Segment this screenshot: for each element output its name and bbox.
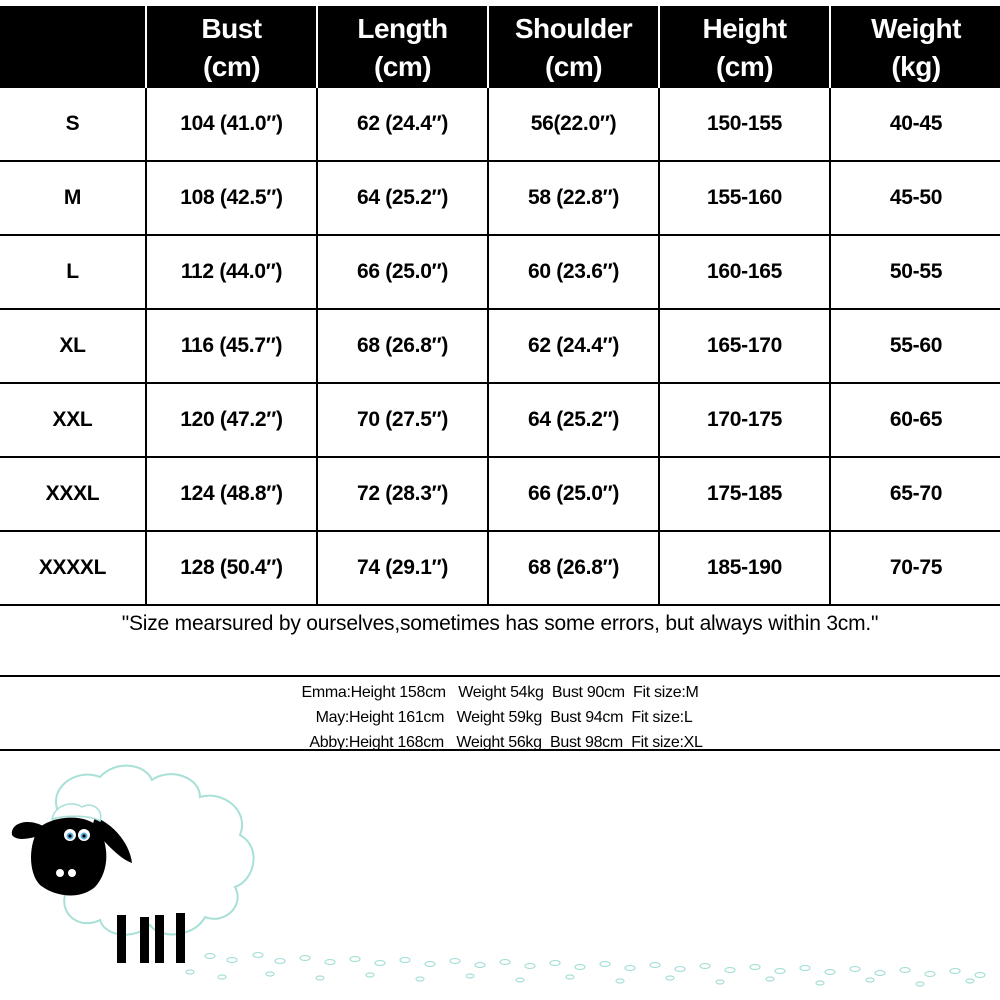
size-cell: XXXL <box>0 457 146 531</box>
header-height-unit: (cm) <box>715 51 774 82</box>
height-cell: 160-165 <box>659 235 830 309</box>
bust-cell: 128 (50.4″) <box>146 531 317 605</box>
height-cell: 155-160 <box>659 161 830 235</box>
weight-cell: 60-65 <box>830 383 1000 457</box>
header-weight-unit: (kg) <box>891 51 941 82</box>
header-size <box>0 6 146 87</box>
height-cell: 150-155 <box>659 87 830 161</box>
bust-cell: 120 (47.2″) <box>146 383 317 457</box>
table-row <box>0 161 1000 235</box>
length-cell: 66 (25.0″) <box>317 235 488 309</box>
header-bust <box>146 6 317 87</box>
length-cell: 70 (27.5″) <box>317 383 488 457</box>
height-cell: 165-170 <box>659 309 830 383</box>
weight-cell: 50-55 <box>830 235 1000 309</box>
height-cell: 175-185 <box>659 457 830 531</box>
divider-top <box>0 675 1000 677</box>
header-length-name: Length <box>357 13 448 44</box>
model-info-line: May:Height 161cm Weight 59kg Bust 94cm Fit size:L <box>315 709 693 726</box>
size-chart-table <box>0 6 1000 606</box>
size-cell: S <box>0 87 146 161</box>
header-height-name: Height <box>702 13 787 44</box>
shoulder-cell: 62 (24.4″) <box>488 309 659 383</box>
shoulder-cell: 64 (25.2″) <box>488 383 659 457</box>
table-row <box>0 87 1000 161</box>
height-cell: 185-190 <box>659 531 830 605</box>
bust-cell: 124 (48.8″) <box>146 457 317 531</box>
header-shoulder-unit: (cm) <box>544 51 603 82</box>
length-cell: 68 (26.8″) <box>317 309 488 383</box>
sheep-illustration <box>0 755 1000 1000</box>
shoulder-cell: 68 (26.8″) <box>488 531 659 605</box>
measurement-note: "Size mearsured by ourselves,sometimes has some errors, but always within 3cm." <box>121 612 879 635</box>
header-weight-name: Weight <box>871 13 961 44</box>
size-cell: M <box>0 161 146 235</box>
bust-cell: 108 (42.5″) <box>146 161 317 235</box>
size-cell: XXXXL <box>0 531 146 605</box>
header-shoulder <box>488 6 659 87</box>
length-cell: 62 (24.4″) <box>317 87 488 161</box>
sheep-icon <box>12 766 254 963</box>
size-cell: L <box>0 235 146 309</box>
weight-cell: 45-50 <box>830 161 1000 235</box>
length-cell: 72 (28.3″) <box>317 457 488 531</box>
weight-cell: 40-45 <box>830 87 1000 161</box>
shoulder-cell: 56(22.0″) <box>488 87 659 161</box>
shoulder-cell: 60 (23.6″) <box>488 235 659 309</box>
header-length-unit: (cm) <box>373 51 432 82</box>
table-row <box>0 531 1000 605</box>
shoulder-cell: 58 (22.8″) <box>488 161 659 235</box>
header-length <box>317 6 488 87</box>
model-info-line: Emma:Height 158cm Weight 54kg Bust 90cm Fit size:M <box>301 684 699 701</box>
height-cell: 170-175 <box>659 383 830 457</box>
header-shoulder-name: Shoulder <box>514 13 633 44</box>
weight-cell: 65-70 <box>830 457 1000 531</box>
footprints-icon <box>186 953 985 987</box>
header-row <box>0 6 1000 87</box>
weight-cell: 55-60 <box>830 309 1000 383</box>
length-cell: 64 (25.2″) <box>317 161 488 235</box>
header-bust-unit: (cm) <box>202 51 261 82</box>
bust-cell: 112 (44.0″) <box>146 235 317 309</box>
table-row <box>0 383 1000 457</box>
model-info-line: Abby:Height 168cm Weight 56kg Bust 98cm Fit size:XL <box>309 734 703 751</box>
table-row <box>0 235 1000 309</box>
bust-cell: 104 (41.0″) <box>146 87 317 161</box>
bust-cell: 116 (45.7″) <box>146 309 317 383</box>
header-bust-name: Bust <box>201 13 262 44</box>
size-cell: XXL <box>0 383 146 457</box>
shoulder-cell: 66 (25.0″) <box>488 457 659 531</box>
divider-bottom <box>0 749 1000 751</box>
header-weight <box>830 6 1000 87</box>
size-cell: XL <box>0 309 146 383</box>
table-row <box>0 457 1000 531</box>
length-cell: 74 (29.1″) <box>317 531 488 605</box>
weight-cell: 70-75 <box>830 531 1000 605</box>
table-row <box>0 309 1000 383</box>
model-info <box>0 680 1000 755</box>
header-height <box>659 6 830 87</box>
